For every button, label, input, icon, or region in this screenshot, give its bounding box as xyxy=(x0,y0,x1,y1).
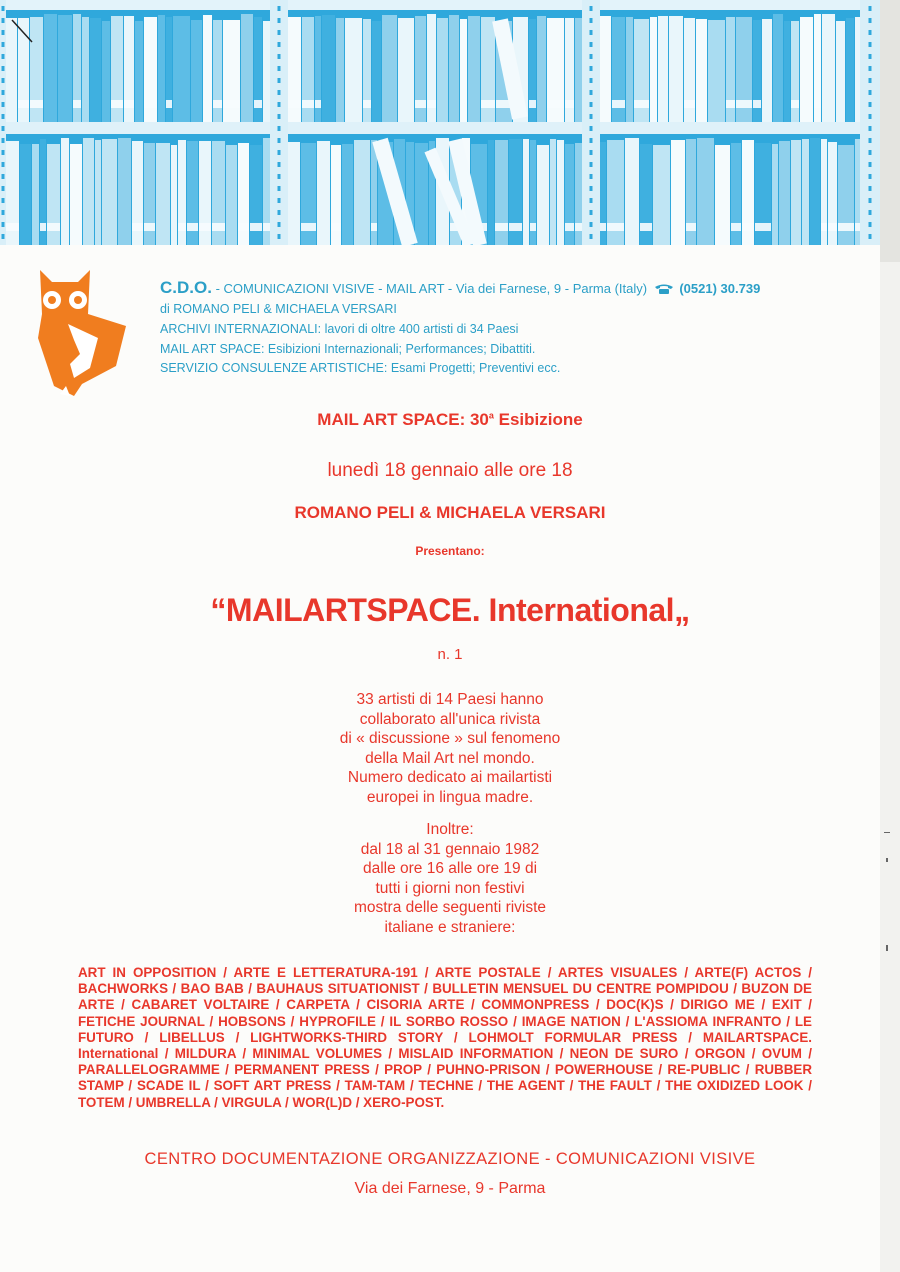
footer-organization: CENTRO DOCUMENTAZIONE ORGANIZZAZIONE - COMUNICAZIONI VISIVE xyxy=(144,1150,756,1168)
description-line: europei in lingua madre. xyxy=(366,788,534,806)
details-line: dal 18 al 31 gennaio 1982 xyxy=(360,840,540,858)
header-line-1 xyxy=(160,278,760,298)
details-line: tutti i giorni non festivi xyxy=(375,879,525,897)
header-line-1-text: - COMUNICAZIONI VISIVE - MAIL ART - Via dei Farnese, 9 - Parma (Italy) xyxy=(215,281,648,296)
telephone-icon xyxy=(654,283,674,294)
description-line: collaborato all'unica rivista xyxy=(359,710,541,728)
page-right-edge-shadow xyxy=(880,0,900,262)
details-line: dalle ore 16 alle ore 19 di xyxy=(362,860,538,877)
owl-logo-icon xyxy=(30,268,130,398)
description-line: Numero dedicato ai mailartisti xyxy=(347,769,553,786)
header-services: SERVIZIO CONSULENZE ARTISTICHE: Esami Progetti; Preventivi ecc. xyxy=(160,361,561,375)
issue-number: n. 1 xyxy=(437,646,463,663)
exhibition-details xyxy=(0,820,900,937)
presentano-label: Presentano: xyxy=(415,544,485,558)
details-line: Inoltre: xyxy=(426,821,474,838)
cdo-logo-text: C.D.O. xyxy=(160,278,212,297)
bookshelf-photo-banner xyxy=(0,0,880,245)
header-archives: ARCHIVI INTERNAZIONALI: lavori di oltre 400 artisti di 34 Paesi xyxy=(160,322,519,336)
header-mail-art-space: MAIL ART SPACE: Esibizioni Internazionali; Performances; Dibattiti. xyxy=(160,342,536,356)
description-line: della Mail Art nel mondo. xyxy=(365,749,535,767)
description-line: di « discussione » sul fenomeno xyxy=(339,730,561,747)
exhibition-number: MAIL ART SPACE: 30$^a$ Esibizione xyxy=(317,410,583,429)
footer-address: Via dei Farnese, 9 - Parma xyxy=(354,1180,546,1197)
description-block xyxy=(0,690,900,807)
event-date: lunedì 18 gennaio alle ore 18 xyxy=(327,460,573,481)
details-line: italiane e straniere: xyxy=(384,918,516,936)
description-line: 33 artisti di 14 Paesi hanno xyxy=(356,691,544,708)
header-owners: di ROMANO PELI & MICHAELA VERSARI xyxy=(160,302,397,316)
main-title: “MAILARTSPACE. International„ xyxy=(210,592,690,628)
presenters-names: ROMANO PELI & MICHAELA VERSARI xyxy=(294,503,606,522)
magazine-list: ART IN OPPOSITION / ARTE E LETTERATURA-191 / ARTE POSTALE / ARTES VISUALES / ARTE(F) ACTOS / BACHWORKS / BAO BAB / BAUHAUS SITUATIONIST / BULLETIN MENSUEL DU CENTRE POMPIDOU / BUZON DE ARTE / CABARET VOLTAIRE / CARPETA / CISORIA ARTE / COMMONPRESS / DOC(K)S / DIRIGO ME / EXIT / FETICHE JOURNAL / HOBSONS / HYPROFILE / IL SORBO ROSSO / IMAGE NATION / L'ASSIOMA INFRANTO / LE FUTURO / LIBELLUS / LIGHTWORKS-THIRD STORY / LOHMOLT FORMULAR PRESS / MAILARTSPACE. International / MILDURA / MINIMAL VOLUMES / MISLAID INFORMATION / NEON DE SURO / ORGON / OVUM / PARALLELOGRAMME / PERMANENT PRESS / PROP / PUHNO-PRISON / POWERHOUSE / RE-PUBLIC / RUBBER STAMP / SCADE IL / SOFT ART PRESS / TAM-TAM / TECHNE / THE AGENT / THE FAULT / THE OXIDIZED LOOK / TOTEM / UMBRELLA / VIRGULA / WOR(L)D / XERO-POST. xyxy=(78,965,812,1110)
phone-number: (0521) 30.739 xyxy=(679,281,761,296)
details-line: mostra delle seguenti riviste xyxy=(353,899,547,916)
edge-mark xyxy=(886,945,888,951)
